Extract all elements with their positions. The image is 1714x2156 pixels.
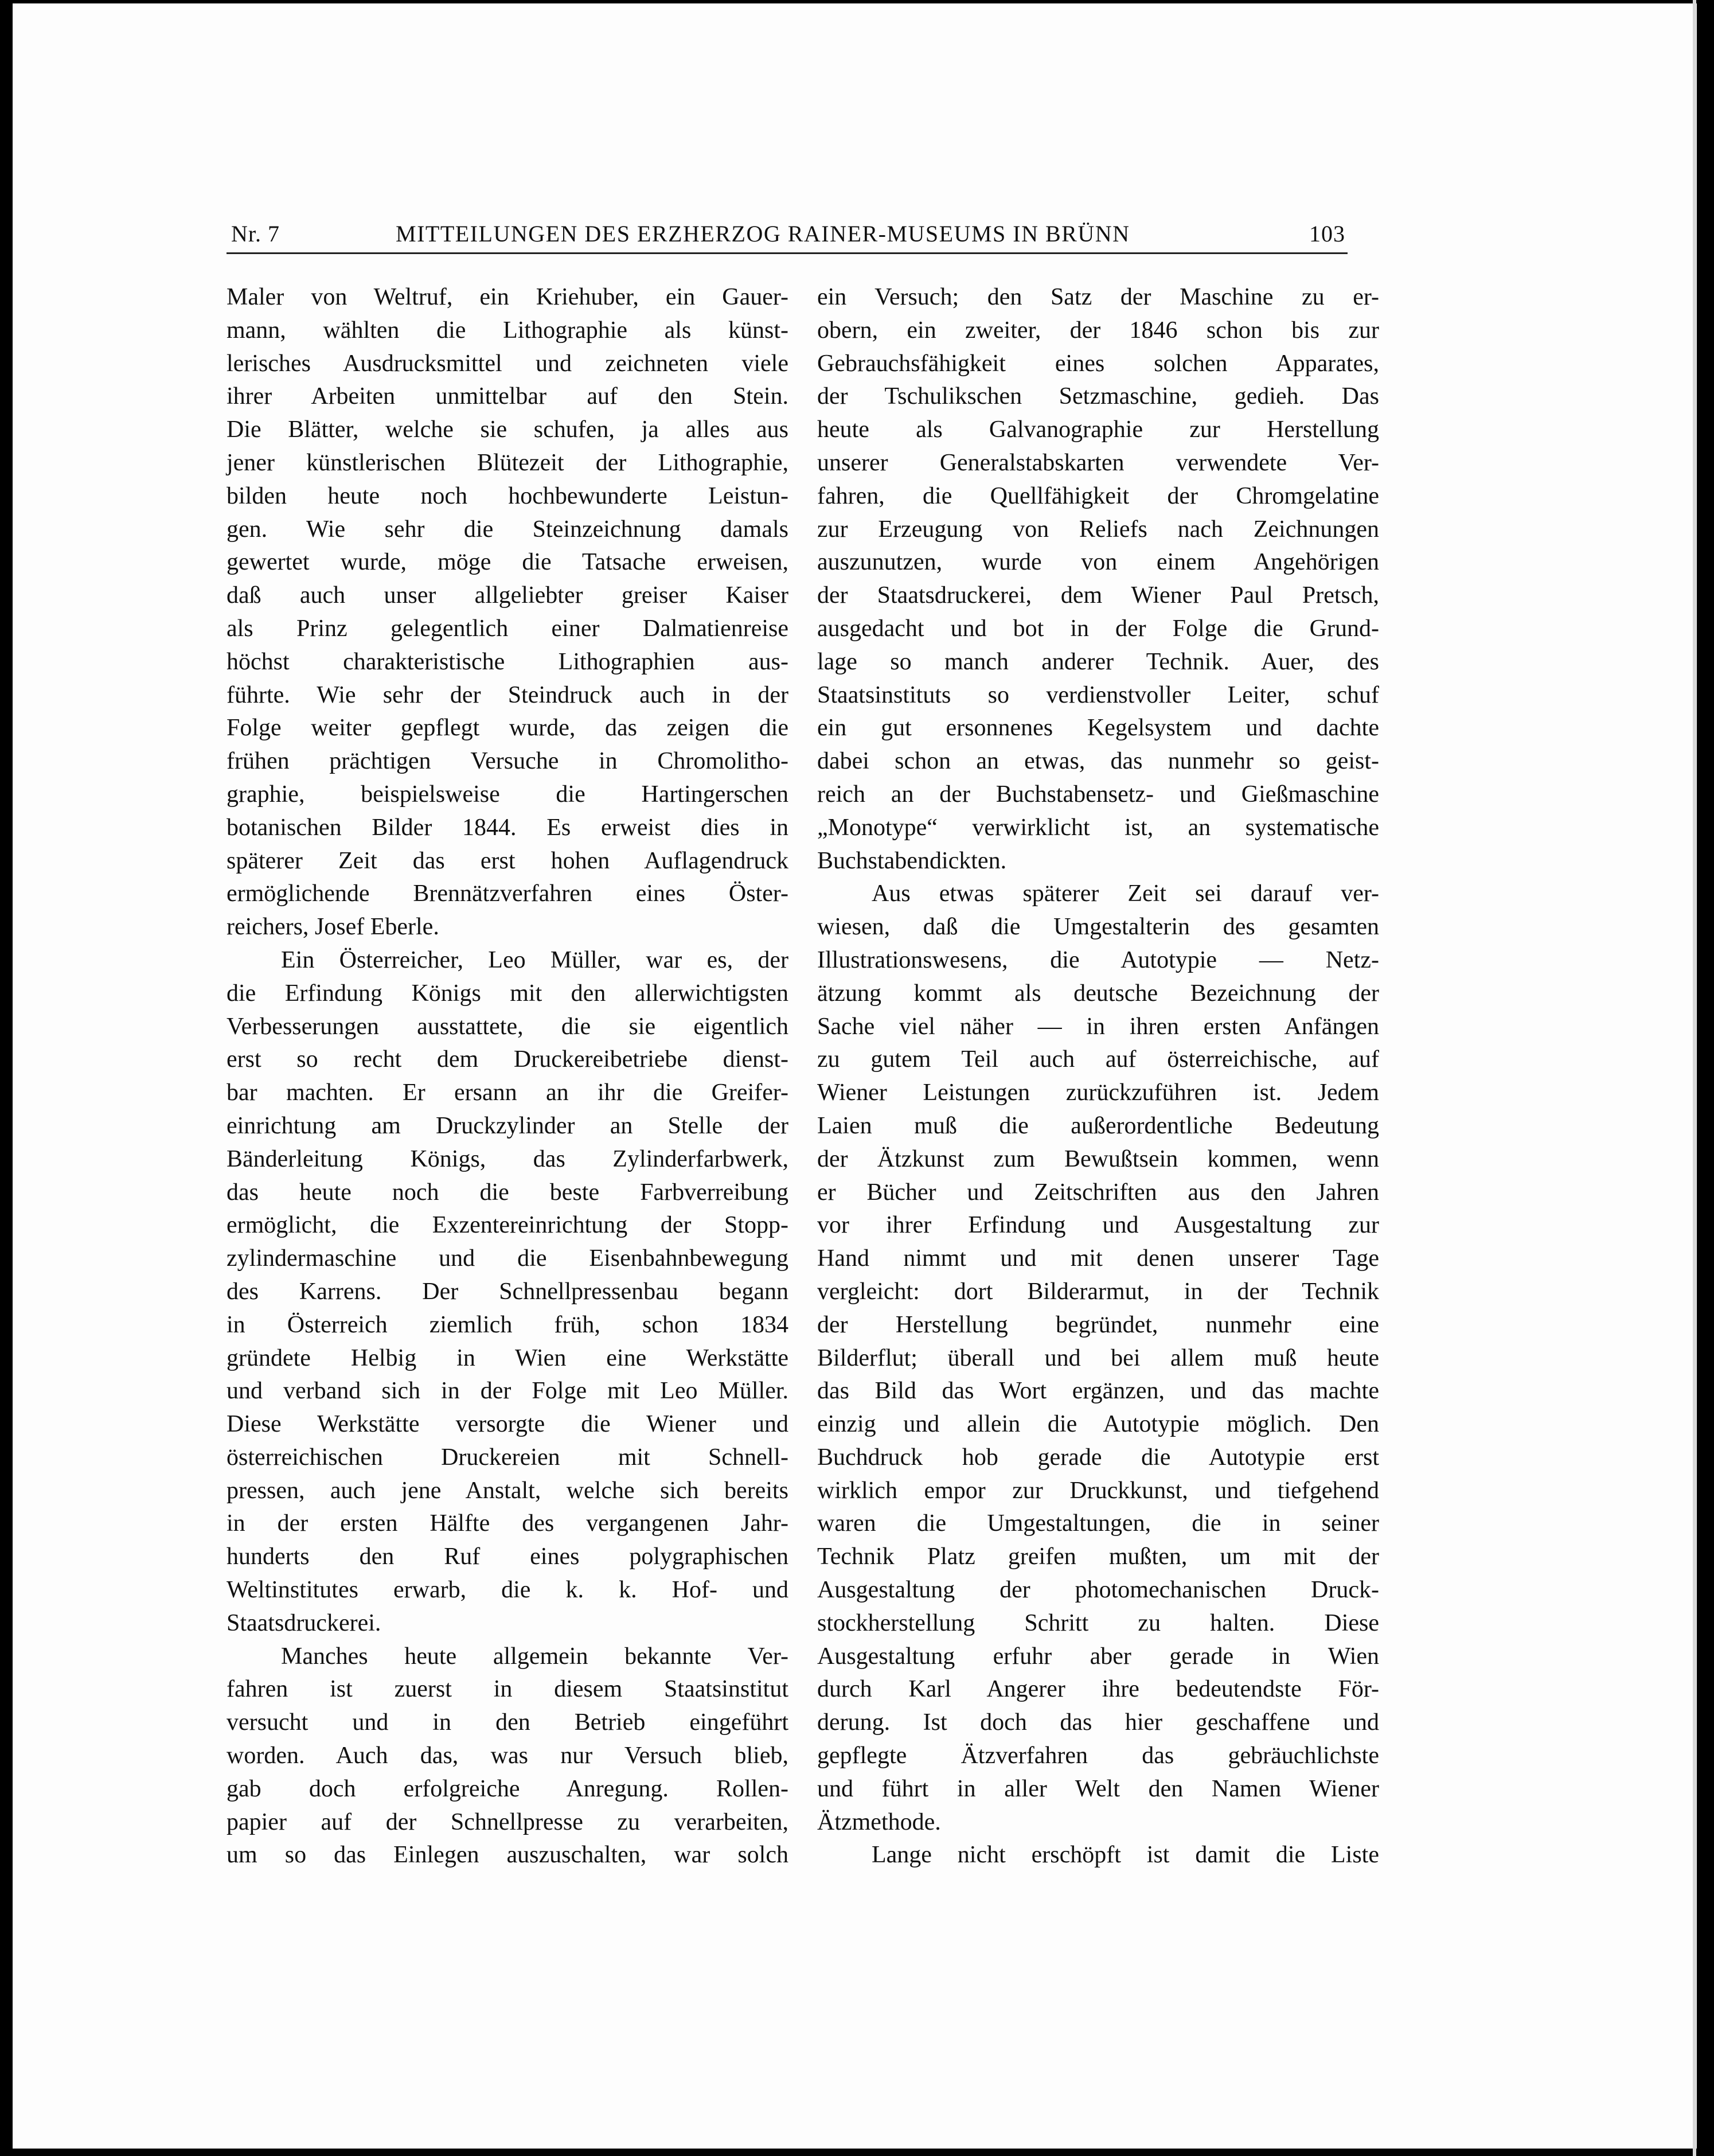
text-line: in Österreich ziemlich früh, schon 1834 [227,1311,788,1338]
text-line: die Erfindung Königs mit den allerwichtigsten [227,980,788,1007]
text-line: ätzung kommt als deutsche Bezeichnung der [817,980,1379,1007]
text-line: gen. Wie sehr die Steinzeichnung damals [227,516,788,543]
text-line: wiesen, daß die Umgestalterin des gesamten [817,914,1379,941]
text-line: als Prinz gelegentlich einer Dalmatienreise [227,615,788,642]
text-line: mann, wählten die Lithographie als künst- [227,317,788,344]
text-line: der Staatsdruckerei, dem Wiener Paul Pretsch, [817,582,1379,609]
text-line: lerisches Ausdrucksmittel und zeichneten viele [227,350,788,377]
text-line: Bänderleitung Königs, das Zylinderfarbwerk, [227,1145,788,1172]
text-line: der Ätzkunst zum Bewußtsein kommen, wenn [817,1145,1379,1172]
page-number: 103 [1309,221,1345,247]
text-line: zylindermaschine und die Eisenbahnbewegung [227,1245,788,1272]
text-line: er Bücher und Zeitschriften aus den Jahren [817,1179,1379,1206]
text-line: der Tschulikschen Setzmaschine, gedieh. Das [817,383,1379,410]
text-line: Staatsdruckerei. [227,1609,381,1636]
text-line: Ausgestaltung der photomechanischen Druck- [817,1577,1379,1604]
text-line: bar machten. Er ersann an ihr die Greifer- [227,1079,788,1106]
text-line: das heute noch die beste Farbverreibung [227,1179,788,1206]
text-line: höchst charakteristische Lithographien aus- [227,648,788,675]
text-line: stockherstellung Schritt zu halten. Diese [817,1609,1379,1636]
text-line: Verbesserungen ausstattete, die sie eigentlich [227,1013,788,1040]
text-line: Folge weiter gepflegt wurde, das zeigen die [227,715,788,742]
text-line: fahren, die Quellfähigkeit der Chromgelatine [817,482,1379,509]
text-line: späterer Zeit das erst hohen Auflagendruck [227,847,788,874]
text-line: derung. Ist doch das hier geschaffene und [817,1709,1379,1736]
text-line: ein Versuch; den Satz der Maschine zu er- [817,284,1379,310]
issue-number: Nr. 7 [231,221,280,247]
text-line: und führt in aller Welt den Namen Wiener [817,1775,1379,1802]
text-line: Sache viel näher — in ihren ersten Anfängen [817,1013,1379,1040]
text-line: einzig und allein die Autotypie möglich. Den [817,1411,1379,1438]
text-line: gepflegte Ätzverfahren das gebräuchlichste [817,1742,1379,1769]
text-line: Laien muß die außerordentliche Bedeutung [817,1112,1379,1139]
text-line: Ausgestaltung erfuhr aber gerade in Wien [817,1643,1379,1670]
text-line: zur Erzeugung von Reliefs nach Zeichnungen [817,516,1379,543]
left-column [227,281,788,1872]
text-line: um so das Einlegen auszuschalten, war solch [227,1842,788,1869]
text-line: einrichtung am Druckzylinder an Stelle der [227,1112,788,1139]
text-line: Die Blätter, welche sie schufen, ja alles aus [227,416,788,443]
text-line: worden. Auch das, was nur Versuch blieb, [227,1742,788,1769]
text-line: ein gut ersonnenes Kegelsystem und dachte [817,715,1379,742]
text-line: Illustrationswesens, die Autotypie — Netz- [817,946,1379,973]
text-line: wirklich empor zur Druckkunst, und tiefgehend [817,1477,1379,1504]
text-line: Buchstabendickten. [817,847,1007,874]
text-line: durch Karl Angerer ihre bedeutendste För- [817,1676,1379,1703]
text-line: heute als Galvanographie zur Herstellung [817,416,1379,443]
text-line: lage so manch anderer Technik. Auer, des [817,648,1379,675]
text-line: führte. Wie sehr der Steindruck auch in der [227,681,788,708]
text-line: Ein Österreicher, Leo Müller, war es, der [281,946,788,973]
text-line: erst so recht dem Druckereibetriebe dienst- [227,1046,788,1073]
text-line: Technik Platz greifen mußten, um mit der [817,1543,1379,1570]
text-line: ermöglicht, die Exzentereinrichtung der Stopp- [227,1212,788,1239]
text-line: Maler von Weltruf, ein Kriehuber, ein Gauer- [227,284,788,310]
text-line: des Karrens. Der Schnellpressenbau begann [227,1278,788,1305]
text-line: Aus etwas späterer Zeit sei darauf ver- [872,880,1379,907]
text-line: botanischen Bilder 1844. Es erweist dies in [227,814,788,841]
text-line: dabei schon an etwas, das nunmehr so geist- [817,748,1379,775]
text-line: bilden heute noch hochbewunderte Leistun- [227,482,788,509]
text-line: in der ersten Hälfte des vergangenen Jahr- [227,1510,788,1537]
text-line: Diese Werkstätte versorgte die Wiener und [227,1411,788,1438]
text-line: vor ihrer Erfindung und Ausgestaltung zur [817,1212,1379,1239]
text-line: versucht und in den Betrieb eingeführt [227,1709,788,1736]
text-line: Ätzmethode. [817,1808,941,1835]
header-rule [227,252,1348,254]
text-line: frühen prächtigen Versuche in Chromolitho- [227,748,788,775]
text-line: Buchdruck hob gerade die Autotypie erst [817,1444,1379,1471]
text-line: jener künstlerischen Blütezeit der Lithographie, [227,449,788,476]
text-line: gewertet wurde, möge die Tatsache erweisen, [227,549,788,576]
text-line: ihrer Arbeiten unmittelbar auf den Stein. [227,383,788,410]
text-line: zu gutem Teil auch auf österreichische, auf [817,1046,1379,1073]
text-line: Weltinstitutes erwarb, die k. k. Hof- und [227,1577,788,1604]
page-edge [1693,0,1696,2156]
text-line: der Herstellung begründet, nunmehr eine [817,1311,1379,1338]
text-line: reichers, Josef Eberle. [227,914,439,941]
text-line: unserer Generalstabskarten verwendete Ver- [817,449,1379,476]
text-line: Manches heute allgemein bekannte Ver- [281,1643,788,1670]
text-line: waren die Umgestaltungen, die in seiner [817,1510,1379,1537]
text-line: pressen, auch jene Anstalt, welche sich bereits [227,1477,788,1504]
running-header [227,219,1348,249]
text-line: Gebrauchsfähigkeit eines solchen Apparates, [817,350,1379,377]
text-line: Staatsinstituts so verdienstvoller Leiter, schuf [817,681,1379,708]
journal-title: MITTEILUNGEN DES ERZHERZOG RAINER-MUSEUMS IN BRÜNN [396,221,1130,247]
text-line: Bilderflut; überall und bei allem muß heute [817,1344,1379,1371]
text-line: Wiener Leistungen zurückzuführen ist. Jedem [817,1079,1379,1106]
text-line: papier auf der Schnellpresse zu verarbeiten, [227,1808,788,1835]
text-line: gab doch erfolgreiche Anregung. Rollen- [227,1775,788,1802]
text-line: und verband sich in der Folge mit Leo Müller. [227,1378,788,1405]
text-line: Lange nicht erschöpft ist damit die Liste [872,1842,1379,1869]
text-line: „Monotype“ verwirklicht ist, an systematische [817,814,1379,841]
text-line: fahren ist zuerst in diesem Staatsinstitut [227,1676,788,1703]
text-line: österreichischen Druckereien mit Schnell- [227,1444,788,1471]
text-line: ausgedacht und bot in der Folge die Grund- [817,615,1379,642]
text-line: obern, ein zweiter, der 1846 schon bis zur [817,317,1379,344]
text-line: hunderts den Ruf eines polygraphischen [227,1543,788,1570]
text-line: graphie, beispielsweise die Hartingerschen [227,781,788,808]
text-line: Hand nimmt und mit denen unserer Tage [817,1245,1379,1272]
text-line: ermöglichende Brennätzverfahren eines Öster- [227,880,788,907]
text-line: auszunutzen, wurde von einem Angehörigen [817,549,1379,576]
text-line: vergleicht: dort Bilderarmut, in der Technik [817,1278,1379,1305]
text-line: reich an der Buchstabensetz- und Gießmaschine [817,781,1379,808]
text-line: gründete Helbig in Wien eine Werkstätte [227,1344,788,1371]
text-line: daß auch unser allgeliebter greiser Kaiser [227,582,788,609]
right-column [817,281,1379,1872]
text-line: das Bild das Wort ergänzen, und das machte [817,1378,1379,1405]
